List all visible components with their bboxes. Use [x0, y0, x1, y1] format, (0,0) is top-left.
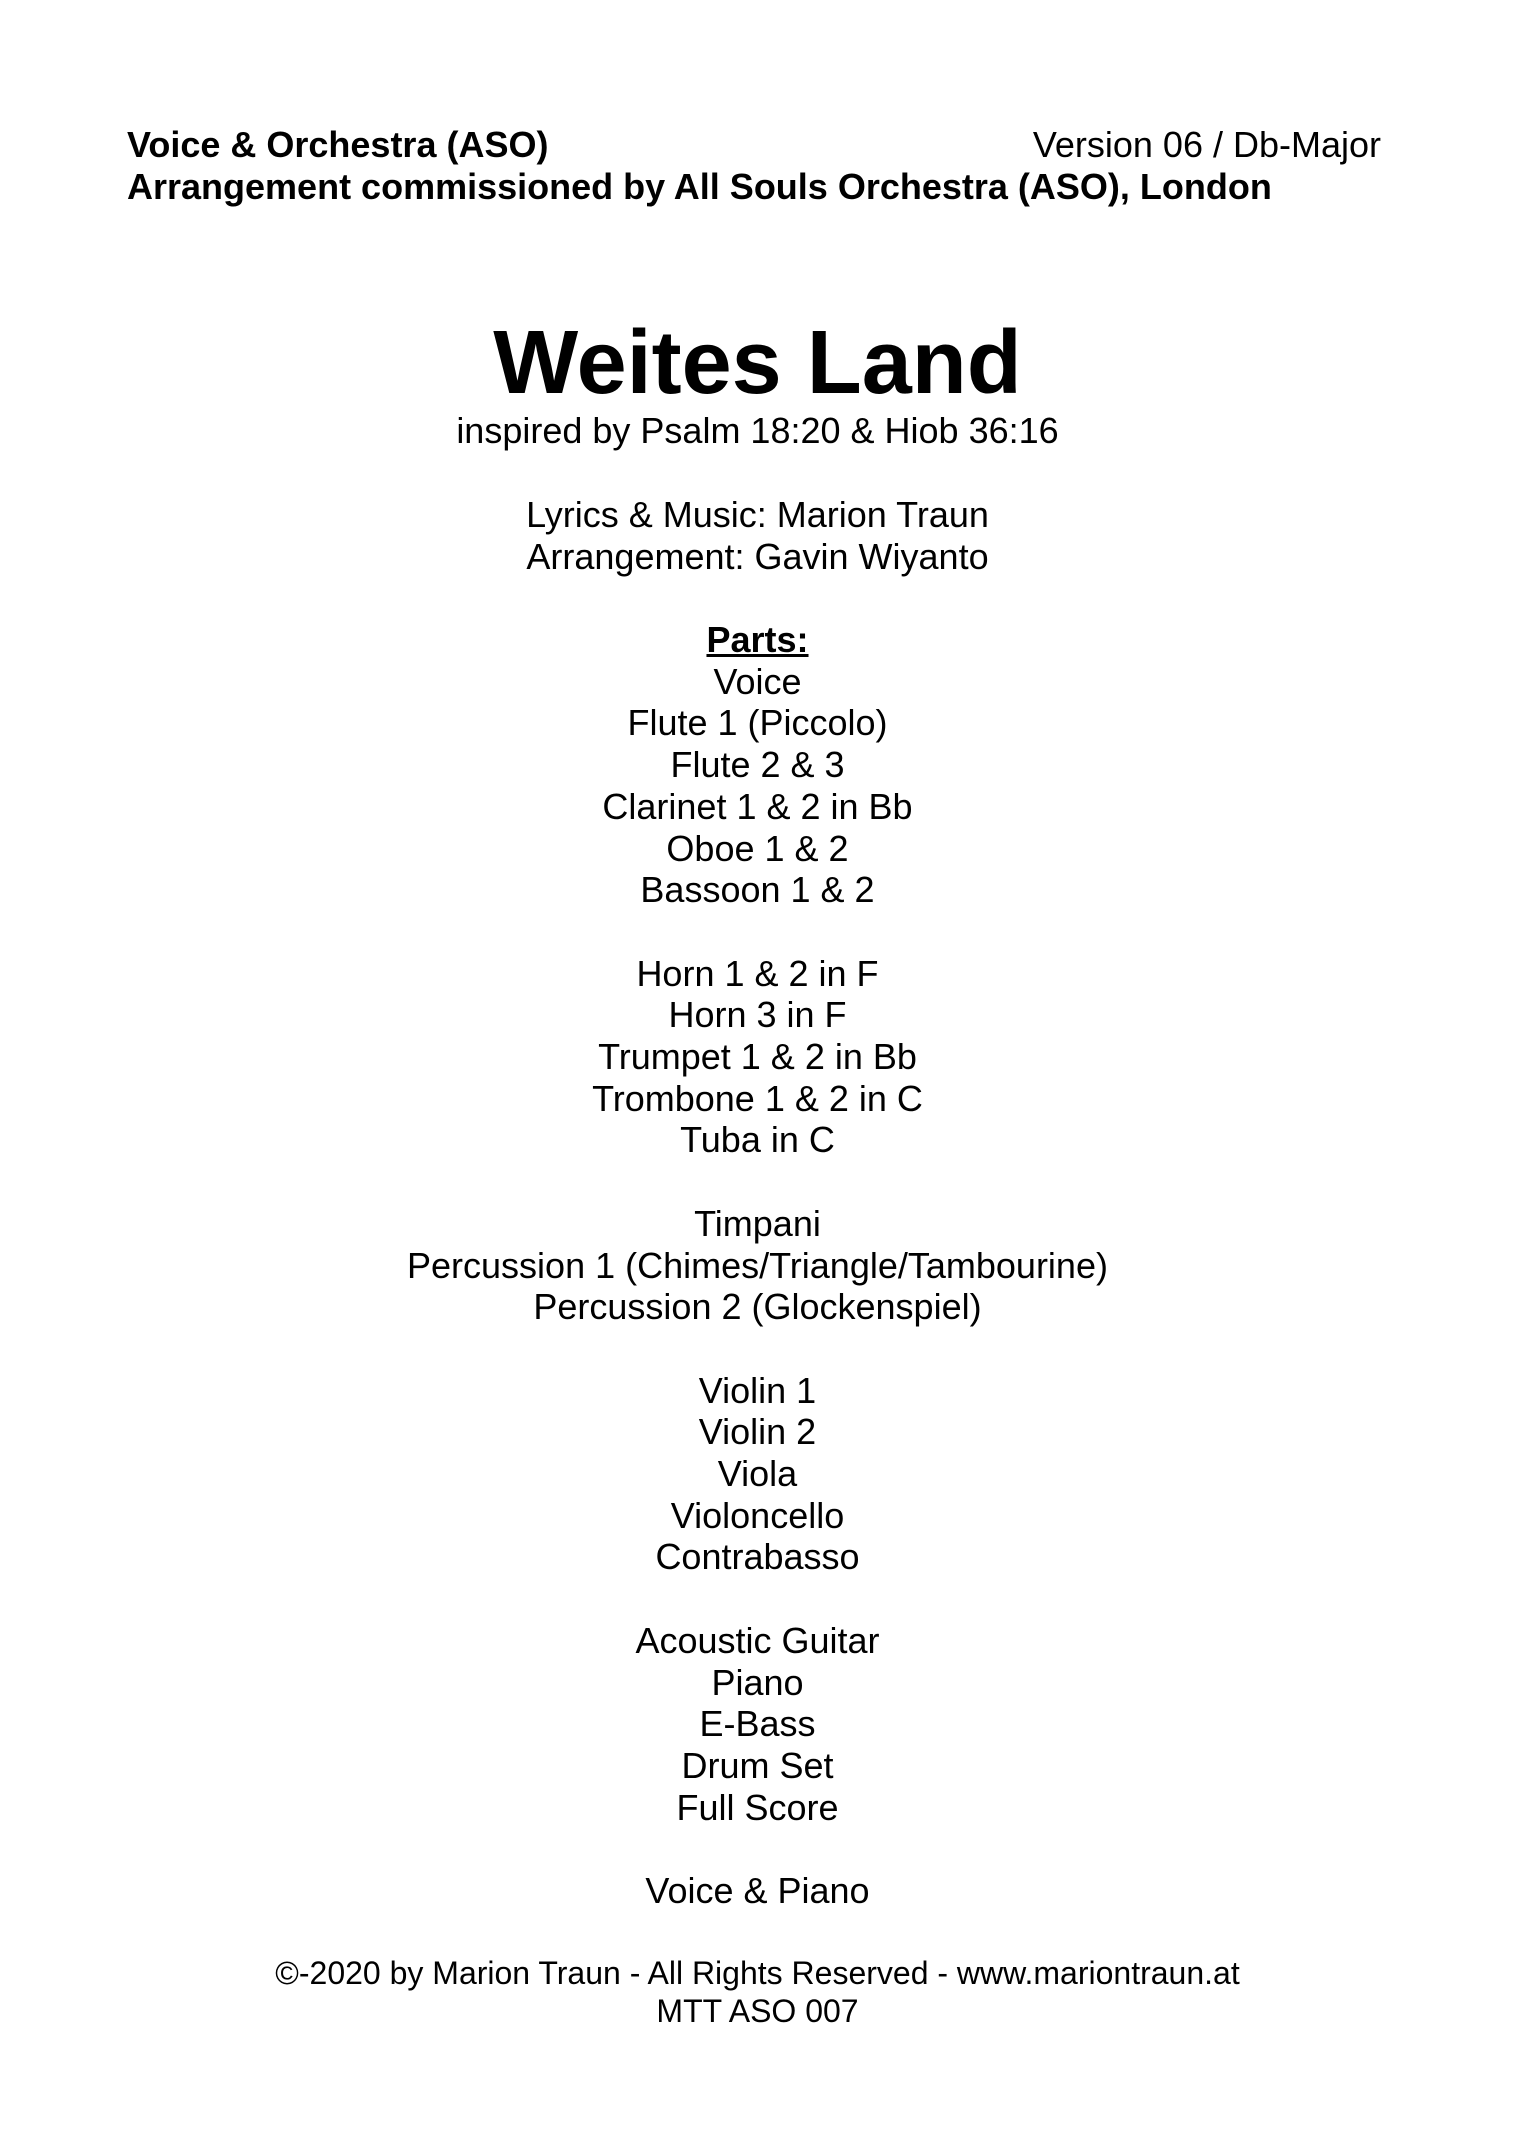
part-item: Contrabasso: [655, 1536, 860, 1578]
arrangement-credit: Arrangement: Gavin Wiyanto: [526, 536, 989, 577]
part-item: E-Bass: [699, 1703, 816, 1745]
part-item: Drum Set: [681, 1744, 834, 1786]
part-item: Flute 2 & 3: [670, 744, 845, 786]
part-item: Violoncello: [670, 1494, 845, 1536]
part-item: Horn 1 & 2 in F: [636, 952, 879, 994]
part-item: Piano: [711, 1661, 804, 1703]
part-item: Trombone 1 & 2 in C: [592, 1077, 923, 1119]
parts-list: [0, 619, 1515, 1912]
version-label: Version 06 / Db-Major: [1032, 124, 1381, 165]
part-item: Acoustic Guitar: [635, 1619, 880, 1661]
group-spacer: [0, 1328, 1515, 1370]
copyright-notice: ©-2020 by Marion Traun - All Rights Reserved - www.mariontraun.at: [275, 1955, 1240, 1991]
part-item: Viola: [717, 1453, 798, 1495]
group-spacer: [0, 1578, 1515, 1620]
credits: [0, 494, 1515, 578]
part-item: Violin 2: [698, 1411, 817, 1453]
catalog-number: MTT ASO 007: [656, 1993, 859, 2029]
footer: [0, 1954, 1515, 2030]
header-top-row: [127, 124, 1381, 166]
group-spacer: [0, 911, 1515, 953]
part-item: Tuba in C: [680, 1119, 835, 1161]
part-item: Trumpet 1 & 2 in Bb: [598, 1036, 917, 1078]
commission-line: Arrangement commissioned by All Souls Orchestra (ASO), London: [127, 166, 1272, 207]
ensemble-label: Voice & Orchestra (ASO): [127, 124, 549, 165]
part-item: Voice & Piano: [645, 1870, 870, 1912]
part-item: Voice: [713, 660, 802, 702]
group-spacer: [0, 1828, 1515, 1870]
parts-groups: [0, 661, 1515, 1912]
part-item: Bassoon 1 & 2: [640, 869, 875, 911]
part-item: Percussion 1 (Chimes/Triangle/Tambourine): [407, 1244, 1108, 1286]
part-item: Full Score: [676, 1786, 839, 1828]
group-spacer: [0, 1161, 1515, 1203]
parts-heading: Parts:: [706, 619, 809, 660]
subtitle: inspired by Psalm 18:20 & Hiob 36:16: [456, 410, 1059, 451]
part-item: Percussion 2 (Glockenspiel): [533, 1286, 982, 1328]
part-item: Timpani: [694, 1202, 821, 1244]
header: [127, 124, 1381, 208]
lyrics-music-credit: Lyrics & Music: Marion Traun: [526, 494, 989, 535]
part-item: Clarinet 1 & 2 in Bb: [602, 785, 913, 827]
page-title: Weites Land: [493, 313, 1022, 413]
part-item: Flute 1 (Piccolo): [627, 702, 888, 744]
part-item: Oboe 1 & 2: [666, 827, 849, 869]
part-item: Violin 1: [698, 1369, 817, 1411]
part-item: Horn 3 in F: [668, 994, 847, 1036]
